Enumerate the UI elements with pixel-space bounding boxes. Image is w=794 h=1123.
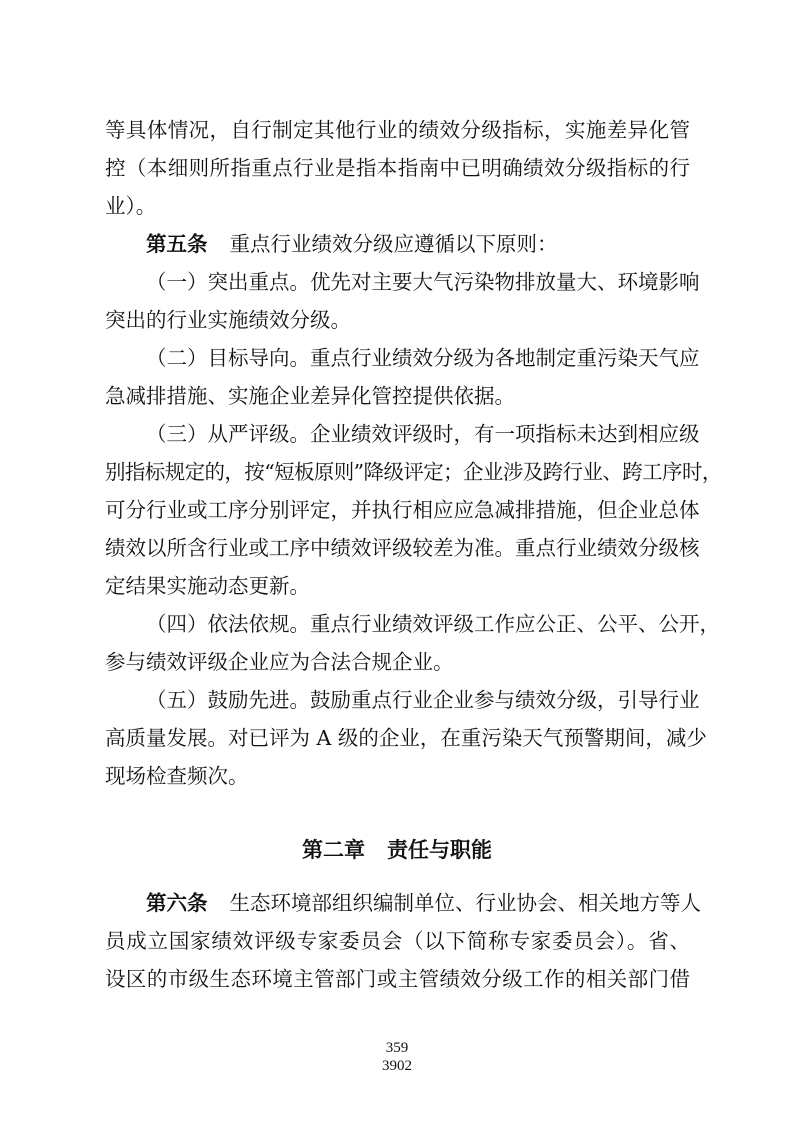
principle-3-line: （三）从严评级。企业绩效评级时，有一项指标未达到相应级 bbox=[146, 422, 700, 446]
total-page-number: 3902 bbox=[382, 1058, 412, 1074]
principle-3-line: 定结果实施动态更新。 bbox=[105, 574, 310, 598]
principle-2-line: 急减排措施、实施企业差异化管控提供依据。 bbox=[105, 384, 515, 408]
principle-2-line: （二）目标导向。重点行业绩效分级为各地制定重污染天气应 bbox=[146, 346, 700, 370]
article-6-line: 设区的市级生态环境主管部门或主管绩效分级工作的相关部门借 bbox=[105, 967, 690, 991]
principle-1-line: （一）突出重点。优先对主要大气污染物排放量大、环境影响 bbox=[146, 270, 700, 294]
paragraph-line: 控（本细则所指重点行业是指本指南中已明确绩效分级指标的行 bbox=[105, 156, 690, 180]
paragraph-line: 等具体情况，自行制定其他行业的绩效分级指标，实施差异化管 bbox=[105, 118, 690, 142]
principle-3-line: 绩效以所含行业或工序中绩效评级较差为准。重点行业绩效分级核 bbox=[105, 536, 700, 560]
chapter-number: 第二章 bbox=[302, 837, 365, 862]
principle-5-line: 高质量发展。对已评为 A 级的企业，在重污染天气预警期间，减少 bbox=[105, 726, 707, 750]
principle-4-line: 参与绩效评级企业应为合法合规企业。 bbox=[105, 650, 454, 674]
page-number: 359 bbox=[385, 1040, 409, 1056]
principle-1-line: 突出的行业实施绩效分级。 bbox=[105, 308, 351, 332]
article-5-text: 重点行业绩效分级应遵循以下原则： bbox=[229, 232, 558, 256]
article-6-text: 生态环境部组织编制单位、行业协会、相关地方等人 bbox=[229, 891, 701, 915]
article-6 bbox=[146, 884, 701, 922]
chapter-title: 责任与职能 bbox=[387, 837, 492, 862]
article-6-line: 员成立国家绩效评级专家委员会（以下简称专家委员会）。省、 bbox=[105, 929, 690, 953]
principle-5-line: （五）鼓励先进。鼓励重点行业企业参与绩效分级，引导行业 bbox=[146, 688, 700, 712]
paragraph-line: 业）。 bbox=[105, 194, 157, 218]
principle-4-line: （四）依法依规。重点行业绩效评级工作应公正、公平、公开， bbox=[146, 612, 720, 636]
principle-3-line: 别指标规定的，按“短板原则”降级评定；企业涉及跨行业、跨工序时， bbox=[105, 460, 722, 484]
chapter-heading bbox=[0, 831, 794, 869]
article-6-heading: 第六条 bbox=[146, 891, 208, 915]
article-5-heading: 第五条 bbox=[146, 232, 208, 256]
principle-5-line: 现场检查频次。 bbox=[105, 764, 249, 788]
principle-3-line: 可分行业或工序分别评定，并执行相应应急减排措施，但企业总体 bbox=[105, 498, 700, 522]
article-5 bbox=[146, 225, 690, 263]
